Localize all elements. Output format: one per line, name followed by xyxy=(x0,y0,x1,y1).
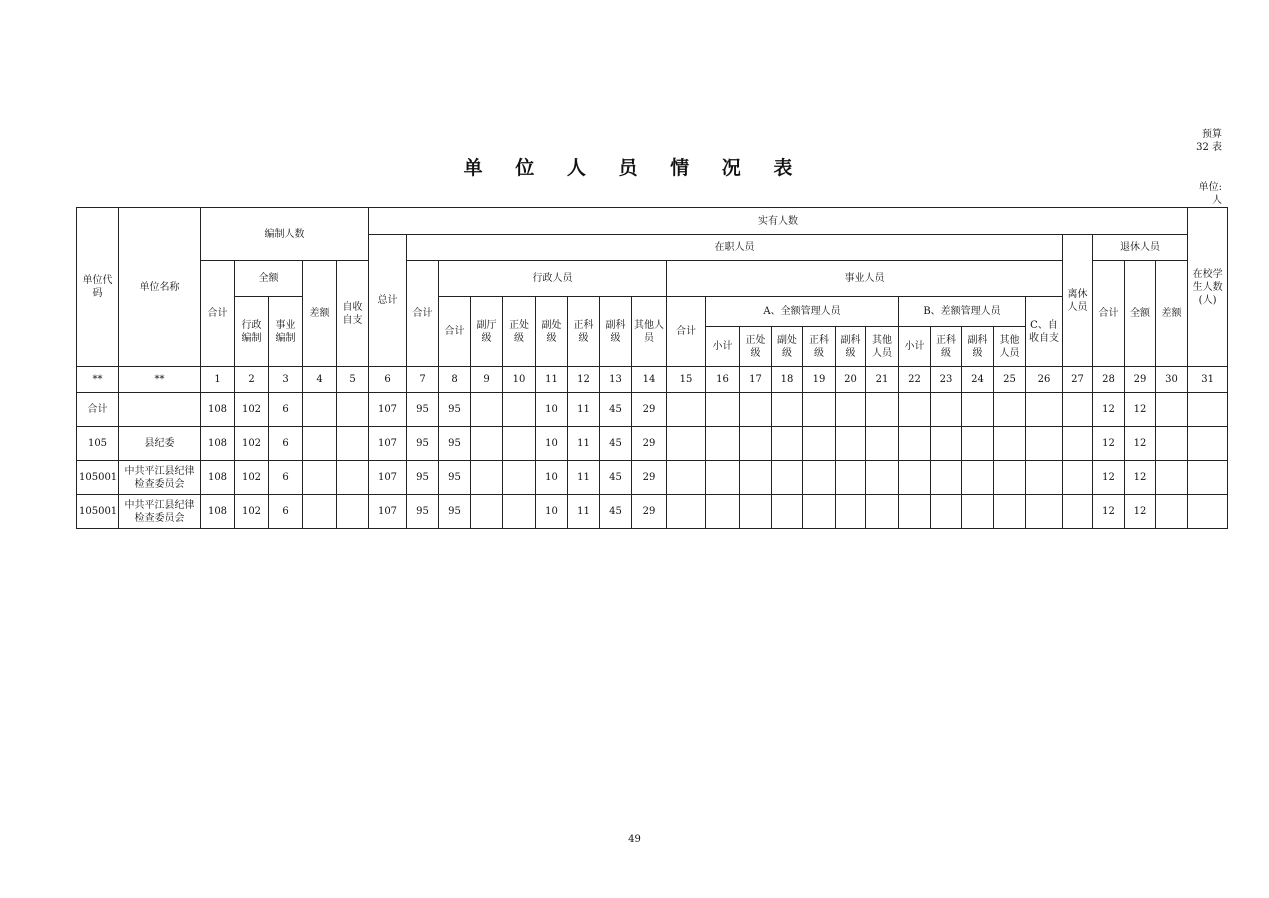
value-cell xyxy=(1156,495,1188,529)
form-number-line2: 32 表 xyxy=(1196,142,1222,153)
value-cell xyxy=(836,495,866,529)
unit-label-line2: 人 xyxy=(1212,195,1222,206)
value-cell xyxy=(803,495,836,529)
header-adm-deputy-dept: 副厅级 xyxy=(471,297,503,367)
header-a-sub: 小计 xyxy=(706,327,740,367)
unit-code-cell: 105001 xyxy=(77,495,119,529)
value-cell xyxy=(1063,495,1093,529)
value-cell: 108 xyxy=(201,461,235,495)
page-number: 49 xyxy=(628,834,641,845)
value-cell: 108 xyxy=(201,495,235,529)
value-cell xyxy=(931,427,962,461)
value-cell: 11 xyxy=(568,393,600,427)
value-cell xyxy=(706,427,740,461)
value-cell: 10 xyxy=(536,427,568,461)
value-cell xyxy=(994,427,1026,461)
value-cell xyxy=(772,393,803,427)
index-cell: ** xyxy=(77,367,119,393)
unit-code-cell: 合计 xyxy=(77,393,119,427)
index-cell: 13 xyxy=(600,367,632,393)
value-cell xyxy=(803,461,836,495)
table-row xyxy=(77,461,1228,495)
header-inst-b: B、差额管理人员 xyxy=(899,297,1026,327)
header-b-other: 其他人员 xyxy=(994,327,1026,367)
index-cell: 14 xyxy=(632,367,667,393)
index-cell: 24 xyxy=(962,367,994,393)
value-cell xyxy=(706,495,740,529)
value-cell xyxy=(994,495,1026,529)
index-cell: 11 xyxy=(536,367,568,393)
value-cell xyxy=(1188,461,1228,495)
table-row xyxy=(77,495,1228,529)
value-cell xyxy=(667,427,706,461)
header-onjob: 在职人员 xyxy=(407,235,1063,261)
index-cell: ** xyxy=(119,367,201,393)
value-cell: 102 xyxy=(235,461,269,495)
index-cell: 26 xyxy=(1026,367,1063,393)
value-cell xyxy=(962,427,994,461)
header-retired-full: 全额 xyxy=(1125,261,1156,367)
value-cell xyxy=(1063,427,1093,461)
value-cell: 29 xyxy=(632,495,667,529)
index-cell: 8 xyxy=(439,367,471,393)
index-cell: 12 xyxy=(568,367,600,393)
header-inst-sum: 合计 xyxy=(667,297,706,367)
value-cell xyxy=(471,393,503,427)
value-cell: 29 xyxy=(632,427,667,461)
personnel-table xyxy=(76,207,1228,529)
value-cell xyxy=(866,461,899,495)
value-cell xyxy=(503,427,536,461)
value-cell xyxy=(931,461,962,495)
value-cell xyxy=(1026,427,1063,461)
value-cell: 6 xyxy=(269,393,303,427)
value-cell xyxy=(471,495,503,529)
index-cell: 4 xyxy=(303,367,337,393)
value-cell: 6 xyxy=(269,495,303,529)
value-cell xyxy=(962,495,994,529)
unit-code-cell: 105001 xyxy=(77,461,119,495)
value-cell xyxy=(866,427,899,461)
header-b-deputy-sec: 副科级 xyxy=(962,327,994,367)
header-inst-c: C、自收自支 xyxy=(1026,297,1063,367)
value-cell: 108 xyxy=(201,393,235,427)
value-cell: 12 xyxy=(1093,393,1125,427)
value-cell xyxy=(337,461,369,495)
unit-name-cell: 中共平江县纪律检查委员会 xyxy=(119,495,201,529)
header-staffing-sum: 合计 xyxy=(201,261,235,367)
value-cell xyxy=(866,393,899,427)
value-cell xyxy=(303,427,337,461)
index-cell: 3 xyxy=(269,367,303,393)
header-a-div: 正处级 xyxy=(740,327,772,367)
header-unit-code: 单位代码 xyxy=(77,208,119,367)
header-a-sec: 正科级 xyxy=(803,327,836,367)
value-cell: 107 xyxy=(369,427,407,461)
value-cell xyxy=(303,461,337,495)
value-cell: 10 xyxy=(536,461,568,495)
index-cell: 23 xyxy=(931,367,962,393)
header-retired-sum: 合计 xyxy=(1093,261,1125,367)
header-unit-name: 单位名称 xyxy=(119,208,201,367)
index-cell: 18 xyxy=(772,367,803,393)
unit-name-cell xyxy=(119,393,201,427)
value-cell xyxy=(471,427,503,461)
value-cell xyxy=(1026,393,1063,427)
value-cell xyxy=(962,461,994,495)
value-cell: 11 xyxy=(568,427,600,461)
index-cell: 7 xyxy=(407,367,439,393)
index-cell: 29 xyxy=(1125,367,1156,393)
index-cell: 19 xyxy=(803,367,836,393)
value-cell: 95 xyxy=(407,427,439,461)
form-number-line1: 预算 xyxy=(1202,129,1222,140)
header-inst-staff: 事业编制 xyxy=(269,297,303,367)
value-cell: 11 xyxy=(568,461,600,495)
value-cell xyxy=(1188,427,1228,461)
value-cell: 107 xyxy=(369,461,407,495)
header-retired: 退休人员 xyxy=(1093,235,1188,261)
unit-label xyxy=(1150,181,1222,207)
column-index-row xyxy=(77,367,1228,393)
value-cell xyxy=(667,393,706,427)
value-cell xyxy=(503,461,536,495)
header-retired-left: 离休人员 xyxy=(1063,235,1093,367)
value-cell: 95 xyxy=(407,461,439,495)
value-cell xyxy=(1156,461,1188,495)
value-cell xyxy=(667,495,706,529)
index-cell: 31 xyxy=(1188,367,1228,393)
index-cell: 10 xyxy=(503,367,536,393)
table-row xyxy=(77,427,1228,461)
header-onjob-sum: 合计 xyxy=(407,261,439,367)
header-self: 自收自支 xyxy=(337,261,369,367)
value-cell: 6 xyxy=(269,427,303,461)
value-cell xyxy=(866,495,899,529)
header-adm-other: 其他人员 xyxy=(632,297,667,367)
value-cell xyxy=(994,461,1026,495)
header-admin-staff: 行政编制 xyxy=(235,297,269,367)
index-cell: 25 xyxy=(994,367,1026,393)
value-cell xyxy=(1026,495,1063,529)
value-cell: 45 xyxy=(600,495,632,529)
value-cell: 107 xyxy=(369,495,407,529)
value-cell xyxy=(803,393,836,427)
header-a-other: 其他人员 xyxy=(866,327,899,367)
header-adm-div: 正处级 xyxy=(503,297,536,367)
value-cell: 95 xyxy=(439,461,471,495)
value-cell xyxy=(337,427,369,461)
value-cell: 10 xyxy=(536,495,568,529)
header-adm-deputy-sec: 副科级 xyxy=(600,297,632,367)
value-cell xyxy=(836,461,866,495)
value-cell xyxy=(303,393,337,427)
value-cell: 10 xyxy=(536,393,568,427)
value-cell xyxy=(803,427,836,461)
value-cell xyxy=(740,495,772,529)
value-cell: 95 xyxy=(407,495,439,529)
value-cell: 12 xyxy=(1125,427,1156,461)
index-cell: 15 xyxy=(667,367,706,393)
value-cell xyxy=(706,393,740,427)
unit-label-line1: 单位: xyxy=(1198,182,1222,193)
value-cell: 12 xyxy=(1093,461,1125,495)
header-adm-deputy-div: 副处级 xyxy=(536,297,568,367)
index-cell: 2 xyxy=(235,367,269,393)
value-cell: 11 xyxy=(568,495,600,529)
index-cell: 1 xyxy=(201,367,235,393)
value-cell xyxy=(503,495,536,529)
value-cell xyxy=(740,393,772,427)
index-cell: 17 xyxy=(740,367,772,393)
header-inst-a: A、全额管理人员 xyxy=(706,297,899,327)
index-cell: 22 xyxy=(899,367,931,393)
value-cell xyxy=(1156,427,1188,461)
value-cell xyxy=(899,461,931,495)
value-cell: 29 xyxy=(632,461,667,495)
value-cell xyxy=(772,427,803,461)
value-cell: 12 xyxy=(1093,427,1125,461)
header-adm-sec: 正科级 xyxy=(568,297,600,367)
value-cell xyxy=(994,393,1026,427)
value-cell xyxy=(899,495,931,529)
index-cell: 21 xyxy=(866,367,899,393)
value-cell: 12 xyxy=(1125,495,1156,529)
index-cell: 30 xyxy=(1156,367,1188,393)
header-diff: 差额 xyxy=(303,261,337,367)
value-cell: 6 xyxy=(269,461,303,495)
value-cell xyxy=(706,461,740,495)
value-cell: 102 xyxy=(235,427,269,461)
value-cell xyxy=(899,427,931,461)
unit-code-cell: 105 xyxy=(77,427,119,461)
value-cell: 45 xyxy=(600,461,632,495)
unit-name-cell: 中共平江县纪律检查委员会 xyxy=(119,461,201,495)
value-cell: 45 xyxy=(600,393,632,427)
value-cell xyxy=(836,427,866,461)
value-cell xyxy=(471,461,503,495)
header-b-sub: 小计 xyxy=(899,327,931,367)
header-retired-diff: 差额 xyxy=(1156,261,1188,367)
page-title: 单 位 人 员 情 况 表 xyxy=(463,157,806,179)
index-cell: 28 xyxy=(1093,367,1125,393)
value-cell xyxy=(337,393,369,427)
index-cell: 27 xyxy=(1063,367,1093,393)
value-cell: 29 xyxy=(632,393,667,427)
value-cell xyxy=(931,495,962,529)
value-cell xyxy=(740,427,772,461)
form-number xyxy=(1150,128,1222,154)
value-cell xyxy=(337,495,369,529)
header-grand-total: 总计 xyxy=(369,235,407,367)
value-cell xyxy=(667,461,706,495)
value-cell: 45 xyxy=(600,427,632,461)
value-cell xyxy=(899,393,931,427)
value-cell xyxy=(740,461,772,495)
header-inst-people: 事业人员 xyxy=(667,261,1063,297)
value-cell xyxy=(1188,393,1228,427)
index-cell: 5 xyxy=(337,367,369,393)
value-cell xyxy=(931,393,962,427)
header-full: 全额 xyxy=(235,261,303,297)
index-cell: 20 xyxy=(836,367,866,393)
value-cell xyxy=(962,393,994,427)
index-cell: 9 xyxy=(471,367,503,393)
value-cell xyxy=(836,393,866,427)
value-cell: 108 xyxy=(201,427,235,461)
header-b-sec: 正科级 xyxy=(931,327,962,367)
header-a-deputy-div: 副处级 xyxy=(772,327,803,367)
header-actual: 实有人数 xyxy=(369,208,1188,235)
value-cell xyxy=(1156,393,1188,427)
value-cell: 95 xyxy=(439,495,471,529)
index-cell: 6 xyxy=(369,367,407,393)
value-cell: 107 xyxy=(369,393,407,427)
value-cell: 102 xyxy=(235,393,269,427)
header-adm-sum: 合计 xyxy=(439,297,471,367)
value-cell xyxy=(303,495,337,529)
index-cell: 16 xyxy=(706,367,740,393)
value-cell: 12 xyxy=(1093,495,1125,529)
value-cell: 12 xyxy=(1125,393,1156,427)
value-cell: 95 xyxy=(407,393,439,427)
value-cell xyxy=(503,393,536,427)
header-admin-people: 行政人员 xyxy=(439,261,667,297)
value-cell xyxy=(772,461,803,495)
data-rows xyxy=(77,393,1228,529)
header-student: 在校学生人数(人) xyxy=(1188,208,1228,367)
value-cell xyxy=(1026,461,1063,495)
value-cell xyxy=(1188,495,1228,529)
header-staffing: 编制人数 xyxy=(201,208,369,261)
table-row xyxy=(77,393,1228,427)
value-cell: 95 xyxy=(439,427,471,461)
value-cell xyxy=(1063,393,1093,427)
header-a-deputy-sec: 副科级 xyxy=(836,327,866,367)
value-cell: 12 xyxy=(1125,461,1156,495)
value-cell xyxy=(772,495,803,529)
value-cell xyxy=(1063,461,1093,495)
value-cell: 102 xyxy=(235,495,269,529)
value-cell: 95 xyxy=(439,393,471,427)
unit-name-cell: 县纪委 xyxy=(119,427,201,461)
